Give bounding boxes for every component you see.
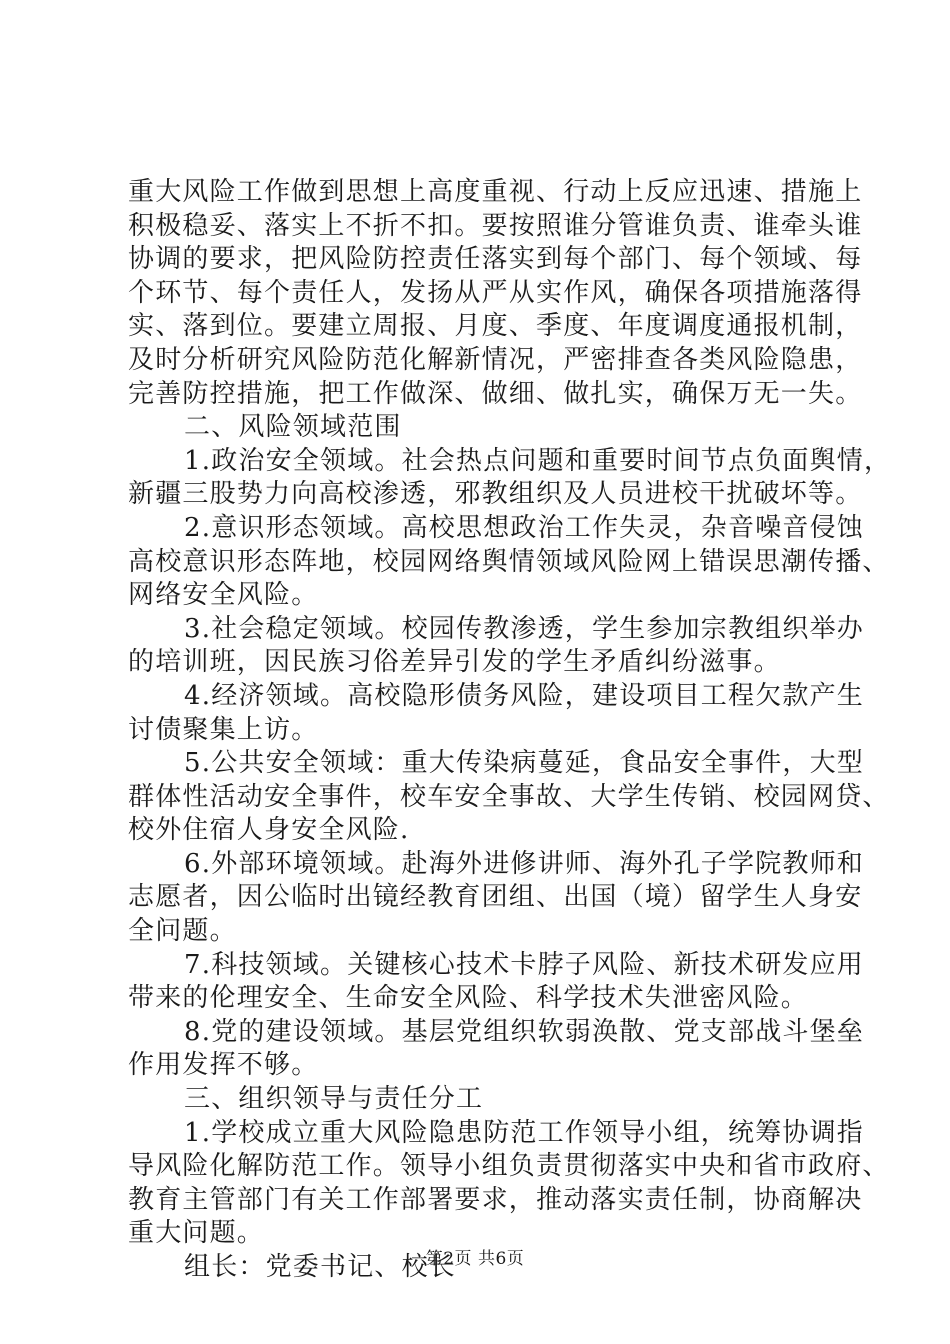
text-line: 8.党的建设领域。基层党组织软弱涣散、党支部战斗堡垒 (184, 1016, 865, 1047)
text-line: 二、风险领域范围 (184, 412, 402, 443)
text-line: 讨债聚集上访。 (128, 714, 319, 745)
page-footer: 第2页 共6页 (425, 1249, 525, 1269)
text-line: 导风险化解防范工作。领导小组负责贯彻落实中央和省市政府、 (128, 1151, 890, 1182)
text-line: 带来的伦理安全、生命安全风险、科学技术失泄密风险。 (128, 983, 809, 1014)
text-line: 协调的要求，把风险防控责任落实到每个部门、每个领域、每 (128, 244, 863, 275)
text-line: 5.公共安全领域：重大传染病蔓延，食品安全事件，大型 (184, 748, 865, 779)
text-line: 4.经济领域。高校隐形债务风险，建设项目工程欠款产生 (184, 680, 865, 711)
text-line: 组长：党委书记、校长 (184, 1252, 457, 1282)
text-line: 群体性活动安全事件，校车安全事故、大学生传销、校园网贷、 (128, 781, 890, 812)
text-line: 作用发挥不够。 (128, 1050, 319, 1081)
text-line: 1.学校成立重大风险隐患防范工作领导小组，统筹协调指 (184, 1117, 865, 1148)
text-line: 个环节、每个责任人，发扬从严从实作风，确保各项措施落得 (128, 277, 863, 308)
text-line: 积极稳妥、落实上不折不扣。要按照谁分管谁负责、谁牵头谁 (128, 210, 863, 241)
text-line: 志愿者，因公临时出镜经教育团组、出国（境）留学生人身安 (128, 882, 863, 913)
text-line: 重大风险工作做到思想上高度重视、行动上反应迅速、措施上 (128, 177, 863, 207)
text-line: 新疆三股势力向高校渗透，邪教组织及人员进校干扰破坏等。 (128, 479, 863, 510)
text-line: 三、组织领导与责任分工 (184, 1084, 484, 1115)
text-line: 完善防控措施，把工作做深、做细、做扎实，确保万无一失。 (128, 378, 863, 409)
text-line: 3.社会稳定领域。校园传教渗透，学生参加宗教组织举办 (184, 613, 865, 644)
text-line: 校外住宿人身安全风险. (128, 815, 410, 846)
text-line: 的培训班，因民族习俗差异引发的学生矛盾纠纷滋事。 (128, 647, 781, 678)
text-line: 全问题。 (128, 916, 237, 947)
text-line: 7.科技领域。关键核心技术卡脖子风险、新技术研发应用 (184, 949, 865, 980)
text-line: 重大问题。 (128, 1218, 265, 1249)
text-line: 6.外部环境领域。赴海外进修讲师、海外孔子学院教师和 (184, 848, 865, 879)
text-line: 实、落到位。要建立周报、月度、季度、年度调度通报机制， (128, 311, 863, 342)
document-body (128, 176, 892, 1285)
text-line: 1.政治安全领域。社会热点问题和重要时间节点负面舆情， (184, 445, 892, 476)
text-line: 2.意识形态领域。高校思想政治工作失灵，杂音噪音侵蚀 (184, 512, 865, 543)
text-line: 网络安全风险。 (128, 580, 319, 611)
text-line: 教育主管部门有关工作部署要求，推动落实责任制，协商解决 (128, 1184, 863, 1215)
text-line: 高校意识形态阵地，校园网络舆情领域风险网上错误思潮传播、 (128, 546, 890, 577)
text-line: 及时分析研究风险防范化解新情况，严密排查各类风险隐患， (128, 344, 863, 375)
